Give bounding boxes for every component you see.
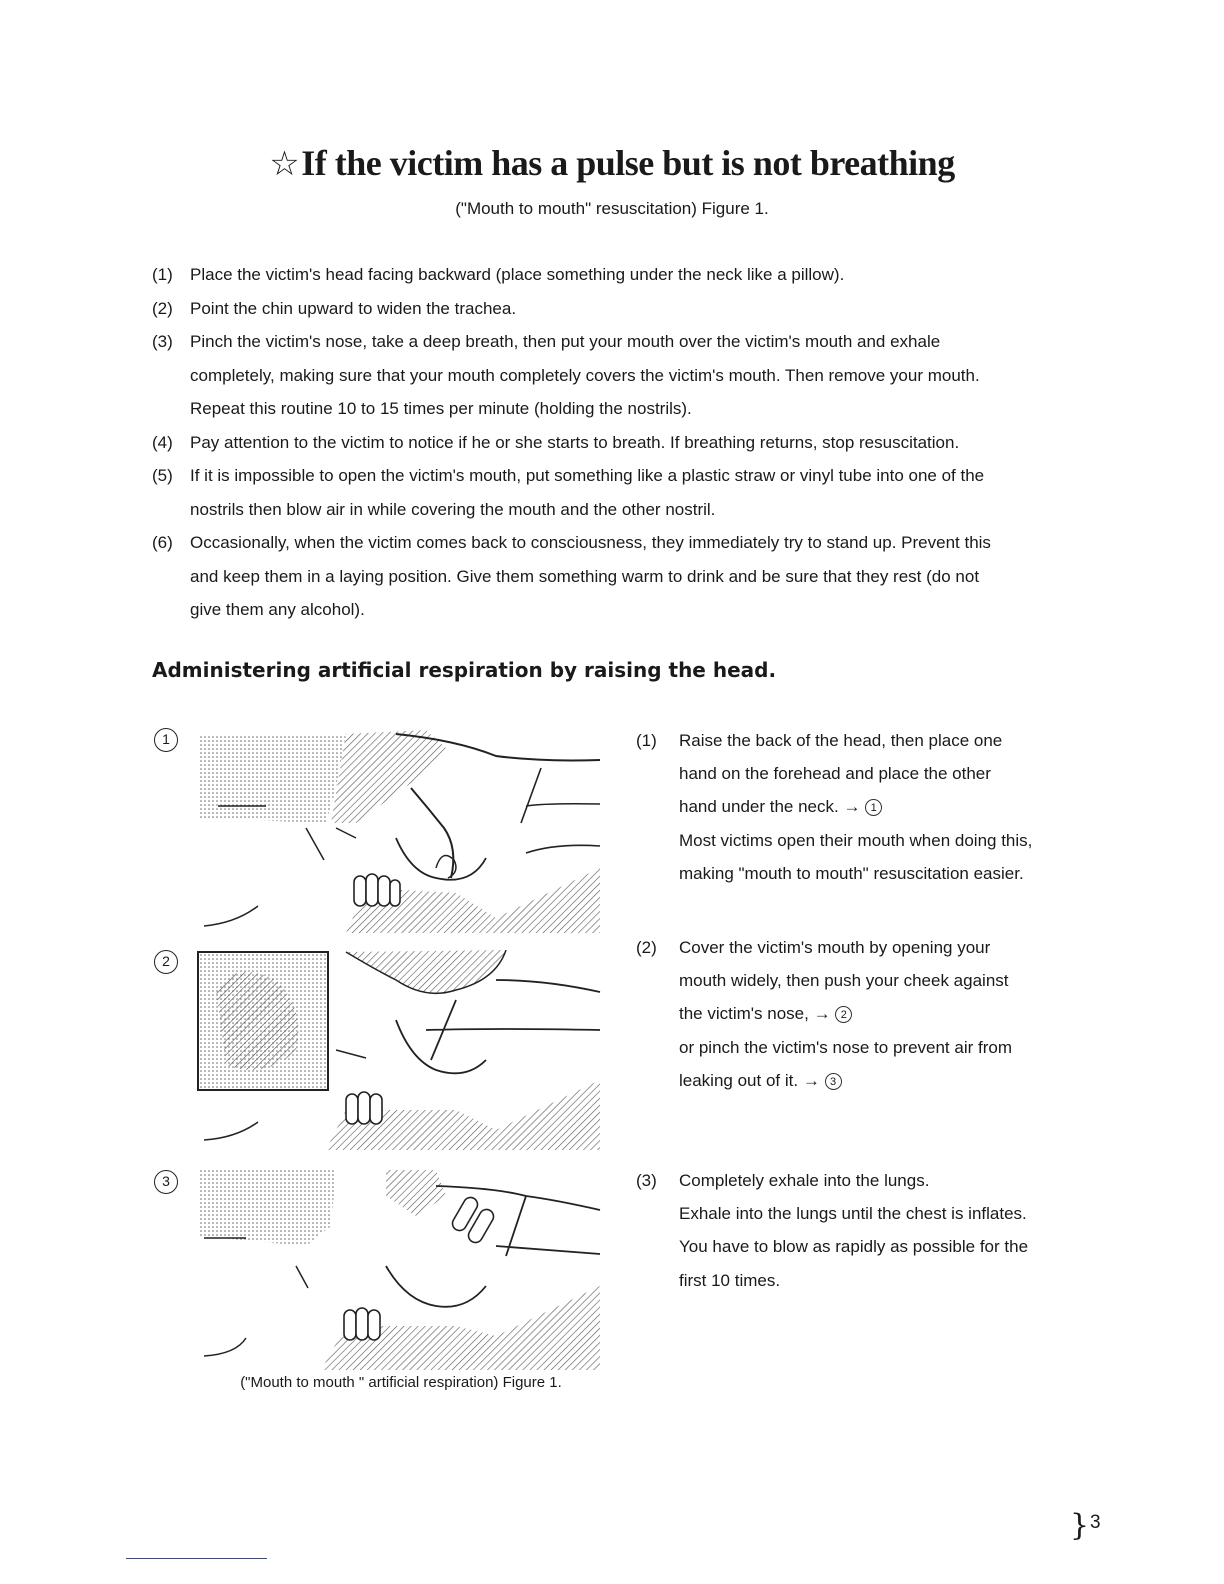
arrow-icon: →	[802, 1070, 820, 1090]
step-line: Point the chin upward to widen the trachea.	[190, 298, 517, 318]
list-item	[152, 459, 1082, 526]
description-number: (3)	[636, 1171, 657, 1190]
description-number: (1)	[636, 731, 657, 750]
step-text	[190, 459, 1082, 526]
list-item	[152, 426, 1082, 460]
description-line: Raise the back of the head, then place one	[679, 731, 1003, 750]
list-item	[152, 258, 1082, 292]
step-number: (5)	[152, 466, 173, 485]
rescuer-fingers	[344, 1308, 380, 1340]
step-number: (2)	[152, 298, 173, 318]
rescuer-fingers	[346, 1092, 382, 1124]
description-line: You have to blow as rapidly as possible for the	[679, 1237, 1029, 1257]
figure-caption: ("Mouth to mouth " artificial respiration) Figure 1.	[240, 1374, 562, 1391]
description-3	[636, 1164, 1096, 1297]
step-line: Pinch the victim's nose, take a deep breath, then put your mouth over the victim's mouth and exhale	[190, 332, 941, 351]
description-line: the victim's nose,	[679, 1004, 809, 1024]
description-line: or pinch the victim's nose to prevent air from	[679, 1037, 1012, 1057]
list-item	[152, 292, 1082, 326]
page-title	[0, 142, 1224, 184]
description-line: leaking out of it.	[679, 1070, 799, 1090]
description-text	[679, 724, 1096, 890]
step-text	[190, 292, 1082, 326]
description-line: first 10 times.	[679, 1270, 781, 1290]
list-item	[152, 325, 1082, 426]
rescuer-head	[386, 1170, 446, 1216]
page-title-text: If the victim has a pulse but is not breathing	[301, 143, 955, 183]
forearm-line	[521, 768, 600, 823]
victim-hair	[200, 1170, 336, 1246]
step-line: give them any alcohol).	[190, 600, 365, 619]
page-mark-icon: }	[1070, 1508, 1090, 1543]
description-row	[636, 931, 1096, 1097]
description-2	[636, 931, 1096, 1097]
step-line: and keep them in a laying position. Give them something warm to drink and be sure that they rest (do not	[190, 566, 980, 586]
step-line: Occasionally, when the victim comes back to consciousness, they immediately try to stand up. Prevent this	[190, 533, 991, 552]
description-row	[636, 724, 1096, 890]
description-line: Completely exhale into the lungs.	[679, 1171, 930, 1190]
victim-face	[386, 1266, 486, 1307]
step-line: Place the victim's head facing backward (place something under the neck like a pillow).	[190, 265, 845, 284]
step-number: (6)	[152, 533, 173, 552]
body-lines	[204, 1238, 308, 1356]
figure-illustration-1	[196, 728, 606, 933]
description-line: mouth widely, then push your cheek against	[679, 971, 1009, 991]
step-number: (4)	[152, 432, 173, 452]
description-line: hand on the forehead and place the other	[679, 764, 991, 784]
figure-ref: 3	[825, 1073, 842, 1090]
victim-face	[396, 1020, 486, 1073]
step-text	[190, 526, 1082, 627]
figure-illustration-2	[196, 950, 606, 1150]
figure-label-2: 2	[154, 950, 178, 974]
step-text	[190, 258, 1082, 292]
rescuer-arm	[426, 980, 600, 1060]
step-line: nostrils then blow air in while covering the mouth and the other nostril.	[190, 499, 716, 519]
description-number: (2)	[636, 938, 657, 957]
description-1	[636, 724, 1096, 890]
description-line: Cover the victim's mouth by opening your	[679, 938, 991, 957]
footer-divider	[126, 1558, 267, 1559]
page-number: 3	[1090, 1512, 1101, 1533]
figure-ref: 2	[835, 1006, 852, 1023]
arrow-icon: →	[843, 797, 861, 817]
page-subtitle: ("Mouth to mouth" resuscitation) Figure 1.	[455, 199, 769, 218]
description-text	[679, 1164, 1096, 1297]
description-line: Most victims open their mouth when doing this,	[679, 830, 1033, 850]
rescuer-face	[346, 950, 506, 993]
step-line: Repeat this routine 10 to 15 times per minute (holding the nostrils).	[190, 399, 692, 418]
arrow-icon: →	[813, 1004, 831, 1024]
victim-hair	[200, 734, 346, 823]
step-number: (3)	[152, 332, 173, 351]
steps-list	[152, 258, 1082, 627]
step-number: (1)	[152, 265, 173, 284]
step-line: If it is impossible to open the victim's mouth, put something like a plastic straw or vinyl tube into one of the	[190, 466, 985, 485]
step-text	[190, 426, 1082, 460]
star-icon: ☆	[269, 146, 300, 183]
rescuer-fingers	[354, 874, 400, 906]
figure-illustration-3	[196, 1166, 606, 1370]
description-line: hand under the neck.	[679, 797, 839, 817]
description-text	[679, 931, 1096, 1097]
description-line: making "mouth to mouth" resuscitation easier.	[679, 863, 1024, 883]
step-line: completely, making sure that your mouth completely covers the victim's mouth. Then remove your mouth.	[190, 365, 980, 385]
section-title: Administering artificial respiration by raising the head.	[152, 658, 777, 682]
neck-line	[526, 845, 600, 853]
figure-label-3: 3	[154, 1170, 178, 1194]
description-line: Exhale into the lungs until the chest is inflates.	[679, 1204, 1027, 1224]
rescuer-hand	[411, 788, 453, 878]
figure-label-1: 1	[154, 728, 178, 752]
figure-ref: 1	[865, 799, 882, 816]
pinching-fingers	[450, 1195, 496, 1245]
description-row	[636, 1164, 1096, 1297]
step-text	[190, 325, 1082, 426]
body-lines	[204, 806, 356, 926]
step-line: Pay attention to the victim to notice if he or she starts to breath. If breathing returns, stop resuscitation.	[190, 432, 960, 452]
list-item	[152, 526, 1082, 627]
